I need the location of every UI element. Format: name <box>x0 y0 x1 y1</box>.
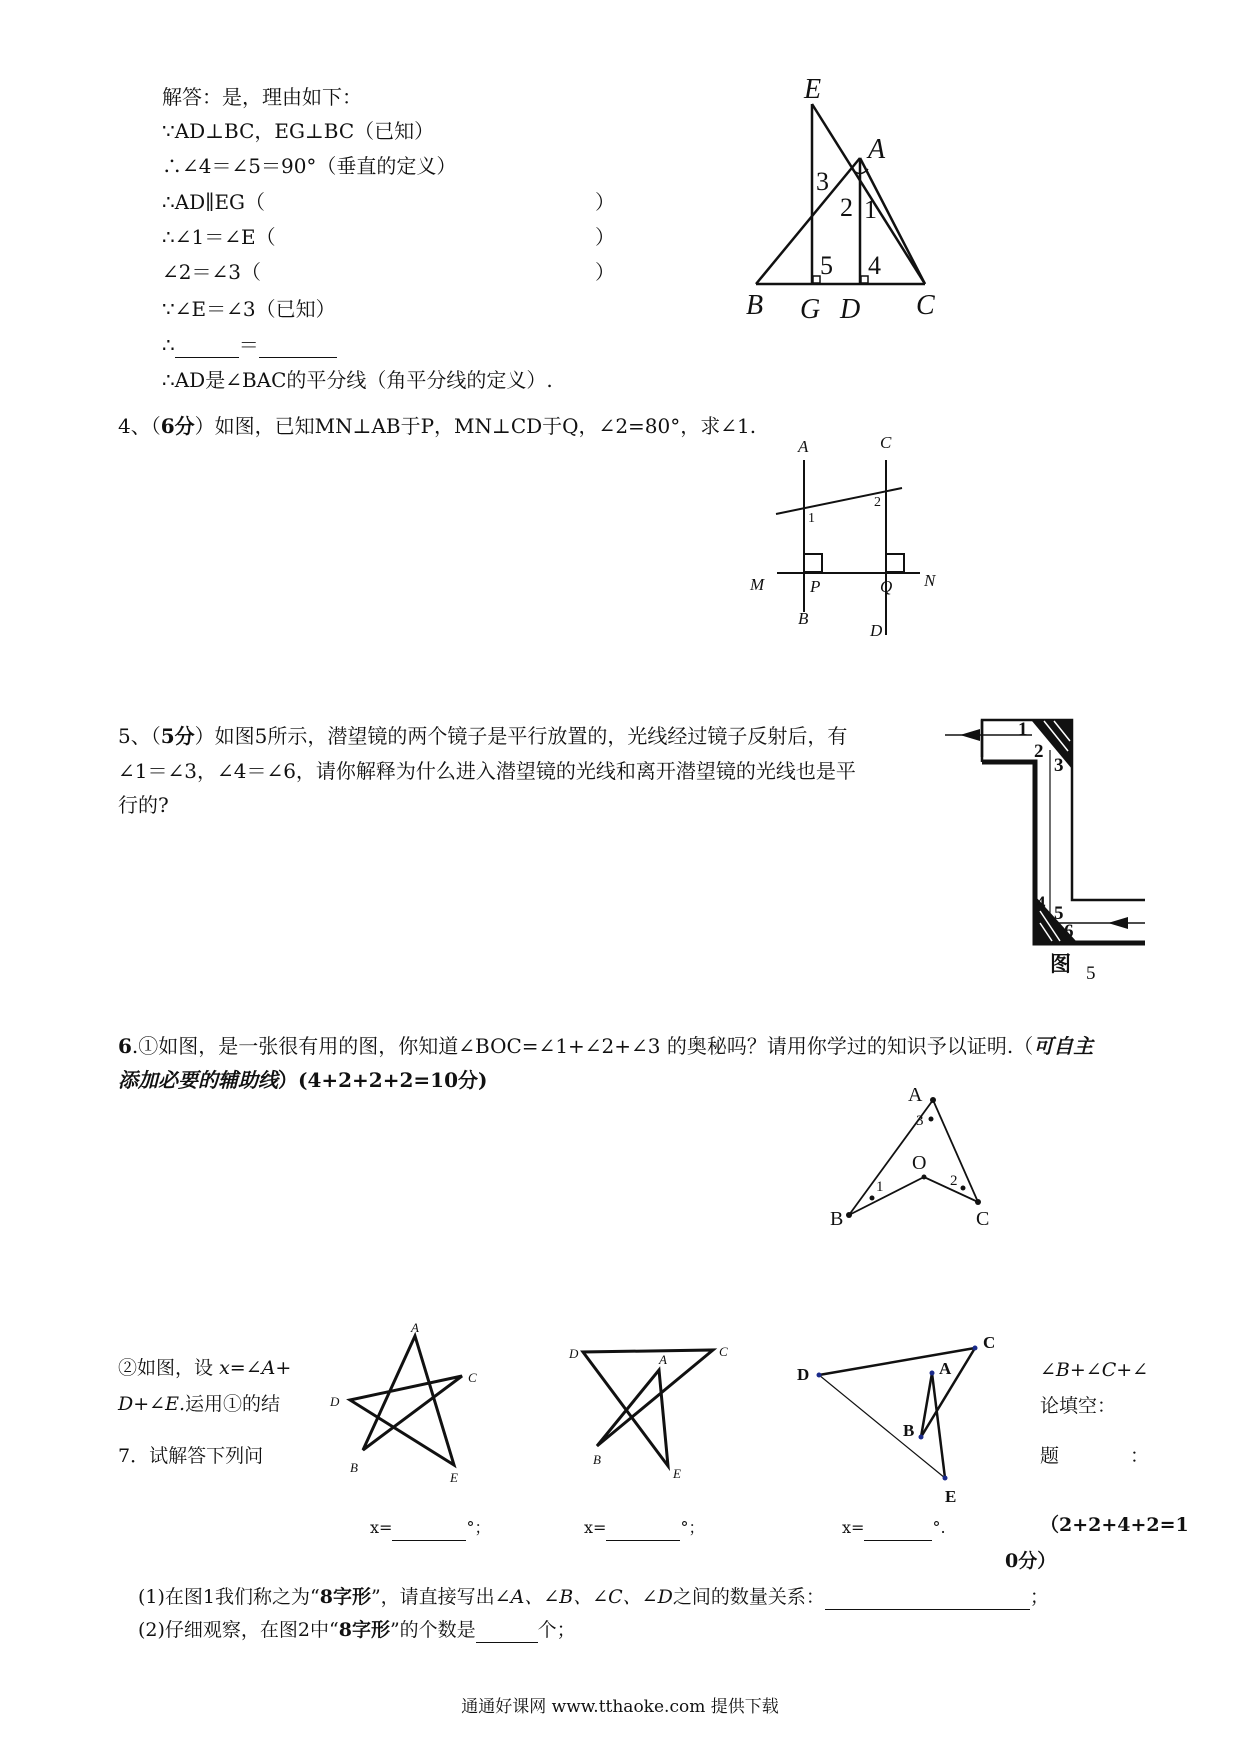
q3-line-7: ∵∠E＝∠3（已知） <box>162 297 336 321</box>
q4-label-P: P <box>810 577 821 596</box>
page-footer: 通通好课网 www.tthaoke.com 提供下载 <box>461 1697 779 1717</box>
q4-label-B: B <box>798 609 809 628</box>
q7-part-1 <box>138 1584 1049 1610</box>
star2-answer <box>584 1515 704 1541</box>
star3-label-B: B <box>903 1421 915 1440</box>
q5-num: 5、（ <box>118 724 161 748</box>
q3-line-2: ∵AD⊥BC，EG⊥BC（已知） <box>162 119 435 143</box>
q5-angle-2: 2 <box>1034 741 1044 762</box>
star1-label-A: A <box>411 1320 419 1335</box>
q5-caption-num: 5 <box>1086 963 1096 984</box>
star2-answer-blank[interactable] <box>606 1524 680 1541</box>
q6-label-O: O <box>912 1152 927 1174</box>
q3-triangle-figure <box>740 74 960 338</box>
q6-num: 6 <box>118 1034 132 1058</box>
q5-text-1: ）如图5所示，潜望镜的两个镜子是平行放置的，光线经过镜子反射后，有 <box>194 724 848 748</box>
q6-part2-text-2: 运用①的结 <box>184 1393 280 1415</box>
q3-equals: ＝ <box>238 333 259 357</box>
q3-label-A: A <box>868 134 886 165</box>
q5-stem-1 <box>118 723 847 749</box>
q6-stem-1 <box>118 1033 1093 1059</box>
star-figure-2 <box>565 1340 745 1480</box>
q3-label-C: C <box>916 290 935 321</box>
q5-caption-bold: 图 <box>1050 952 1071 976</box>
q3-label-E: E <box>804 74 822 105</box>
star3-label-D: D <box>797 1365 810 1384</box>
q3-angle-4: 4 <box>868 251 881 280</box>
star1-answer-prefix: x= <box>370 1518 393 1537</box>
q3-angle-3: 3 <box>816 167 829 196</box>
q6-part2-math-2: D+∠E. <box>118 1393 185 1415</box>
q7-right-ti: 题 <box>1040 1445 1060 1467</box>
q6-part2-right-2: 论填空： <box>1040 1395 1117 1417</box>
q5-angle-5: 5 <box>1054 903 1064 924</box>
q7-p2-blank[interactable] <box>476 1622 538 1643</box>
q4-angle-2: 2 <box>874 495 881 510</box>
star2-label-C: C <box>719 1344 728 1359</box>
q3-label-B: B <box>746 290 764 321</box>
q7-score-2: 0分） <box>1005 1550 1057 1572</box>
q3-therefore: ∴ <box>162 333 175 357</box>
q4-label-M: M <box>750 575 765 594</box>
q7-p1-prefix: (1)在图1我们称之为“ <box>138 1586 320 1608</box>
q3-line-3: ∴∠4＝∠5＝90°（垂直的定义） <box>162 154 457 178</box>
q7-p1-mid: ”，请直接写出 <box>370 1586 495 1608</box>
q6-label-C: C <box>976 1208 990 1230</box>
q5-score: 5分 <box>160 724 195 748</box>
q5-stem-3: 行的? <box>118 793 169 817</box>
star3-label-C: C <box>983 1333 996 1352</box>
q7-p1-bold: 8字形 <box>319 1586 371 1608</box>
star1-answer-blank[interactable] <box>392 1524 466 1541</box>
q7-lead: 7．试解答下列问 <box>118 1445 264 1467</box>
q7-p2-mid: ”的个数是 <box>389 1619 476 1641</box>
star2-label-D: D <box>569 1346 579 1361</box>
star1-label-C: C <box>468 1370 477 1385</box>
q6-label-B: B <box>830 1208 844 1230</box>
star2-label-B: B <box>593 1452 601 1467</box>
q7-part-2 <box>138 1617 576 1643</box>
q4-label-A: A <box>798 437 809 456</box>
q3-line-6-text: ∠2＝∠3（ <box>162 260 261 284</box>
q3-line-8 <box>162 332 337 358</box>
q6-text-1: .①如图，是一张很有用的图，你知道∠BOC=∠1+∠2+∠3 的奥秘吗？请用你学过的知识予以证明.（ <box>131 1034 1034 1058</box>
star-figure-3 <box>795 1330 1015 1510</box>
star3-answer-blank[interactable] <box>864 1524 932 1541</box>
q6-angle-2: 2 <box>950 1173 958 1189</box>
star3-answer-suffix: °. <box>932 1518 946 1537</box>
q3-line-5-text: ∴∠1＝∠E（ <box>162 225 276 249</box>
q3-close-paren-1: ） <box>595 190 615 214</box>
q5-angle-1: 1 <box>1018 719 1028 740</box>
q7-p1-math: ∠A、∠B、∠C、∠D <box>494 1586 673 1608</box>
star2-label-E: E <box>673 1466 681 1481</box>
star2-label-A: A <box>659 1352 667 1367</box>
q3-angle-2: 2 <box>840 193 853 222</box>
q7-p2-end: 个； <box>537 1619 576 1641</box>
q6-hint-1: 可自主 <box>1033 1034 1094 1058</box>
q3-line-6 <box>162 259 615 285</box>
q3-blank-2[interactable] <box>259 337 337 358</box>
q6-part2-math-1: x=∠A+ <box>219 1357 292 1379</box>
star1-label-B: B <box>350 1460 358 1475</box>
q6-hint-2: 添加必要的辅助线 <box>118 1068 278 1092</box>
q3-angle-5: 5 <box>820 251 833 280</box>
q6-label-A: A <box>908 1084 923 1106</box>
star-figure-1 <box>330 1320 490 1485</box>
q6-part2-text-1: ②如图，设 <box>118 1357 214 1379</box>
star1-label-E: E <box>450 1470 458 1485</box>
q6-boc-figure <box>830 1075 1000 1235</box>
star3-answer <box>842 1515 946 1541</box>
q6-stem-2 <box>118 1067 487 1093</box>
q7-p1-suffix: 之间的数量关系： <box>672 1586 825 1608</box>
star1-label-D: D <box>330 1394 340 1409</box>
q7-p2-prefix: (2)仔细观察，在图2中“ <box>138 1619 339 1641</box>
q6-part2-line-2 <box>118 1391 280 1417</box>
q7-p2-bold: 8字形 <box>338 1619 390 1641</box>
q5-stem-2: ∠1＝∠3，∠4＝∠6，请你解释为什么进入潜望镜的光线和离开潜望镜的光线也是平 <box>118 759 856 783</box>
q4-label-N: N <box>924 571 936 590</box>
q3-close-paren-2: ） <box>595 225 615 249</box>
q4-label-D: D <box>870 621 883 640</box>
q4-score: 6分 <box>160 414 195 438</box>
q4-parallel-figure <box>740 430 960 640</box>
q6-score: ）(4+2+2+2=10分) <box>278 1068 488 1092</box>
q7-score-1: （2+2+4+2=1 <box>1040 1514 1189 1536</box>
q7-right-colon: ： <box>1130 1445 1150 1467</box>
q4-text: ）如图，已知MN⊥AB于P，MN⊥CD于Q，∠2=80°，求∠1. <box>194 414 757 438</box>
q3-line-9: ∴AD是∠BAC的平分线（角平分线的定义）. <box>162 368 553 392</box>
star3-label-A: A <box>939 1359 952 1378</box>
star2-answer-prefix: x= <box>584 1518 607 1537</box>
q6-angle-3: 3 <box>916 1113 924 1129</box>
star3-answer-prefix: x= <box>842 1518 865 1537</box>
q6-part2-right-1: ∠B+∠C+∠ <box>1040 1359 1149 1381</box>
q4-label-C: C <box>880 433 892 452</box>
q3-blank-1[interactable] <box>175 337 239 358</box>
q4-label-Q: Q <box>880 577 893 596</box>
q5-periscope-figure <box>940 705 1155 990</box>
q3-label-D: D <box>840 294 861 325</box>
q5-angle-4: 4 <box>1036 893 1046 914</box>
q3-label-G: G <box>800 294 821 325</box>
star2-answer-suffix: °； <box>680 1518 705 1537</box>
star1-answer-suffix: °； <box>466 1518 491 1537</box>
q7-p1-blank[interactable] <box>825 1589 1030 1610</box>
q4-num: 4、（ <box>118 414 161 438</box>
q3-line-5 <box>162 224 615 250</box>
q4-stem <box>118 413 756 439</box>
q4-angle-1: 1 <box>808 511 815 526</box>
q7-p1-end: ； <box>1029 1586 1049 1608</box>
q3-angle-1: 1 <box>864 195 877 224</box>
q3-line-4 <box>162 189 615 215</box>
q3-close-paren-3: ） <box>595 260 615 284</box>
q3-line-1: 解答：是，理由如下： <box>162 85 362 109</box>
q3-line-4-text: ∴AD∥EG（ <box>162 190 266 214</box>
star1-answer <box>370 1515 490 1541</box>
star3-label-E: E <box>945 1487 957 1506</box>
q6-angle-1: 1 <box>876 1179 884 1195</box>
q5-angle-6: 6 <box>1064 921 1074 942</box>
q6-part2-line-1 <box>118 1355 291 1381</box>
q5-angle-3: 3 <box>1054 755 1064 776</box>
